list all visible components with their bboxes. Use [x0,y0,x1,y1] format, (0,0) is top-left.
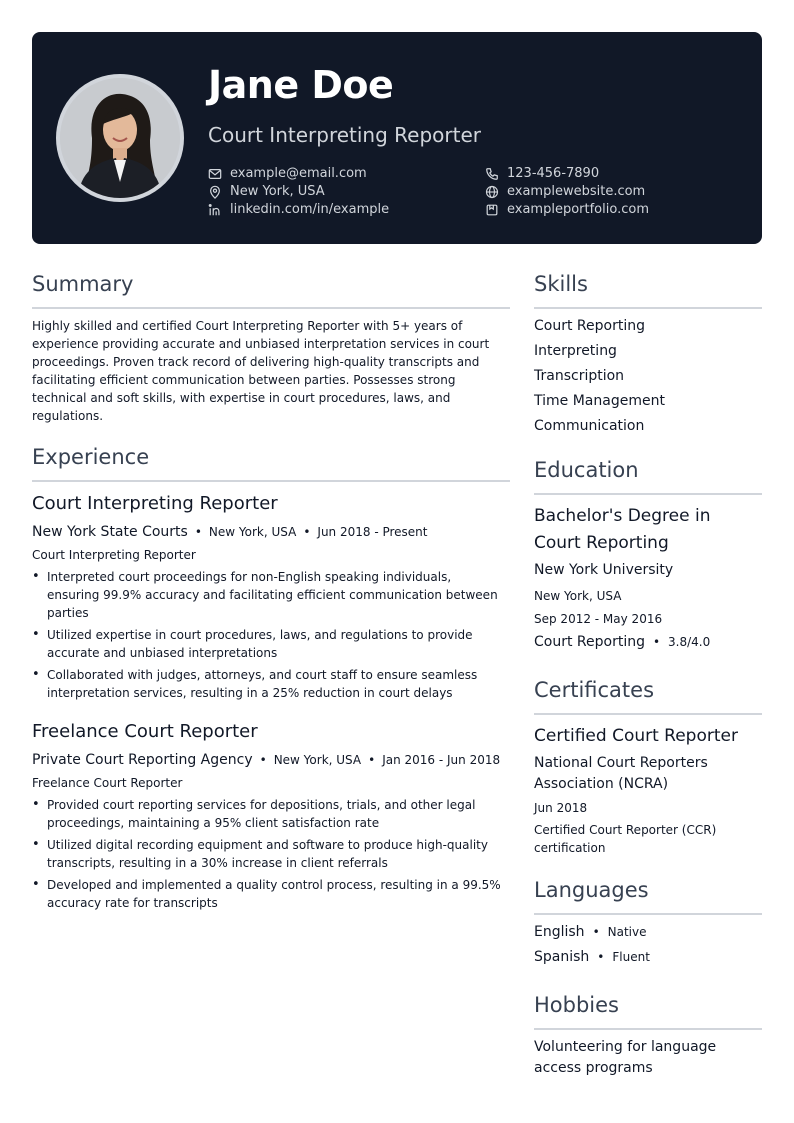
separator-dot: • [194,525,202,539]
hobbies-divider [534,1028,762,1030]
resume-header [32,32,762,244]
certificate-description [534,821,762,857]
hobby-line: Volunteering for language [534,1039,717,1055]
job-role: Freelance Court Reporter [32,776,183,790]
job-company: New York State Courts [32,524,188,540]
certificate-date: Jun 2018 [534,801,588,815]
portfolio-icon [485,203,499,217]
job-bullet [32,796,510,832]
skill-item: Communication [534,418,645,434]
summary-line: technical and soft skills, with expertise in court procedures, laws, and [32,391,451,405]
education-divider [534,493,762,495]
bullet-line: proceedings, maintaining a 95% client satisfaction rate [47,816,380,830]
job-location: New York, USA [273,753,362,767]
contact-website-text: examplewebsite.com [507,184,646,199]
bullet-line: Provided court reporting services for depositions, trials, and other legal [47,798,476,812]
separator-dot: • [597,950,605,964]
skill-item: Time Management [534,393,665,409]
summary-heading: Summary [32,272,134,296]
bullet-marker: • [32,569,40,584]
language-level: Fluent [612,950,650,964]
separator-dot: • [652,635,661,649]
language-item [534,947,762,968]
education-location: New York, USA [534,589,622,603]
separator-dot: • [303,525,311,539]
skill-item: Court Reporting [534,318,645,334]
education-degree-line: Court Reporting [534,533,669,553]
job-dates: Jan 2016 - Jun 2018 [382,753,501,767]
certificate-issuer-line: National Court Reporters [534,755,708,771]
contact-phone-text: 123-456-7890 [507,166,600,181]
certificate-description-line: Certified Court Reporter (CCR) [534,823,717,837]
separator-dot: • [592,925,600,939]
hobby-item [534,1037,762,1079]
map-pin-icon [208,185,222,199]
contact-linkedin-text: linkedin.com/in/example [230,202,390,217]
job-title: Freelance Court Reporter [32,721,258,742]
bullet-line: ensuring 99.9% accuracy and facilitating efficient communication between [47,588,498,602]
education-dates: Sep 2012 - May 2016 [534,612,663,626]
education-degree-line: Bachelor's Degree in [534,506,711,526]
bullet-line: Interpreted court proceedings for non-English speaking individuals, [47,570,452,584]
candidate-title: Court Interpreting Reporter [208,123,481,147]
summary-line: experience providing accurate and unbiased interpretation services in court [32,337,490,351]
contact-portfolio-text: exampleportfolio.com [507,202,649,217]
contact-email-text: example@email.com [230,166,367,181]
summary-line: facilitating efficient communication between parties. Possesses strong [32,373,456,387]
certificate-issuer [534,753,762,795]
bullet-marker: • [32,877,40,892]
job-bullet [32,876,510,912]
separator-dot: • [368,753,376,767]
candidate-name: Jane Doe [208,63,394,107]
summary-line: regulations. [32,409,104,423]
education-degree [534,503,762,557]
mail-icon [208,167,222,181]
profile-photo [56,74,184,202]
bullet-line: parties [47,606,89,620]
job-meta [32,749,500,770]
skills-heading: Skills [534,272,588,296]
job-bullet [32,626,510,662]
job-bullet [32,836,510,872]
summary-line: proceedings. Proven track record of delivering high-quality transcripts and [32,355,480,369]
phone-icon [485,167,499,181]
summary-text [32,317,489,425]
certificate-description-line: certification [534,841,606,855]
bullet-line: accurate and unbiased interpretations [47,646,278,660]
education-field: Court Reporting [534,634,645,650]
bullet-marker: • [32,627,40,642]
job-meta [32,521,428,542]
job-bullet [32,666,510,702]
skill-item: Interpreting [534,343,617,359]
profile-photo-image [60,78,180,198]
certificates-divider [534,713,762,715]
bullet-marker: • [32,667,40,682]
education-heading: Education [534,458,639,482]
hobby-line: access programs [534,1060,653,1076]
skill-item: Transcription [534,368,625,384]
bullet-line: accuracy rate for transcripts [47,896,218,910]
job-title: Court Interpreting Reporter [32,493,278,514]
certificate-name: Certified Court Reporter [534,726,738,746]
experience-divider [32,480,510,482]
languages-heading: Languages [534,878,649,902]
job-dates: Jun 2018 - Present [317,525,428,539]
education-school: New York University [534,562,674,578]
experience-heading: Experience [32,445,150,469]
bullet-marker: • [32,797,40,812]
bullet-line: interpretation services, resulting in a 25% reduction in court delays [47,686,453,700]
languages-divider [534,913,762,915]
language-item [534,922,762,943]
language-name: Spanish [534,949,590,965]
job-role: Court Interpreting Reporter [32,548,196,562]
language-level: Native [607,925,647,939]
summary-divider [32,307,510,309]
contact-location-text: New York, USA [230,184,325,199]
bullet-marker: • [32,837,40,852]
globe-icon [485,185,499,199]
job-company: Private Court Reporting Agency [32,752,253,768]
bullet-line: transcripts, resulting in a 30% increase in client referrals [47,856,388,870]
separator-dot: • [259,753,267,767]
summary-line: Highly skilled and certified Court Interpreting Reporter with 5+ years of [32,319,463,333]
bullet-line: Utilized digital recording equipment and software to produce high-quality [47,838,488,852]
bullet-line: Collaborated with judges, attorneys, and court staff to ensure seamless [47,668,478,682]
linkedin-icon [208,203,222,217]
certificate-issuer-line: Association (NCRA) [534,776,669,792]
bullet-line: Developed and implemented a quality control process, resulting in a 99.5% [47,878,501,892]
skills-divider [534,307,762,309]
education-gpa: 3.8/4.0 [668,635,711,649]
job-bullet [32,568,510,622]
job-location: New York, USA [208,525,297,539]
certificates-heading: Certificates [534,678,655,702]
hobbies-heading: Hobbies [534,993,619,1017]
education-field-gpa [534,632,762,653]
bullet-line: Utilized expertise in court procedures, laws, and regulations to provide [47,628,473,642]
language-name: English [534,924,585,940]
